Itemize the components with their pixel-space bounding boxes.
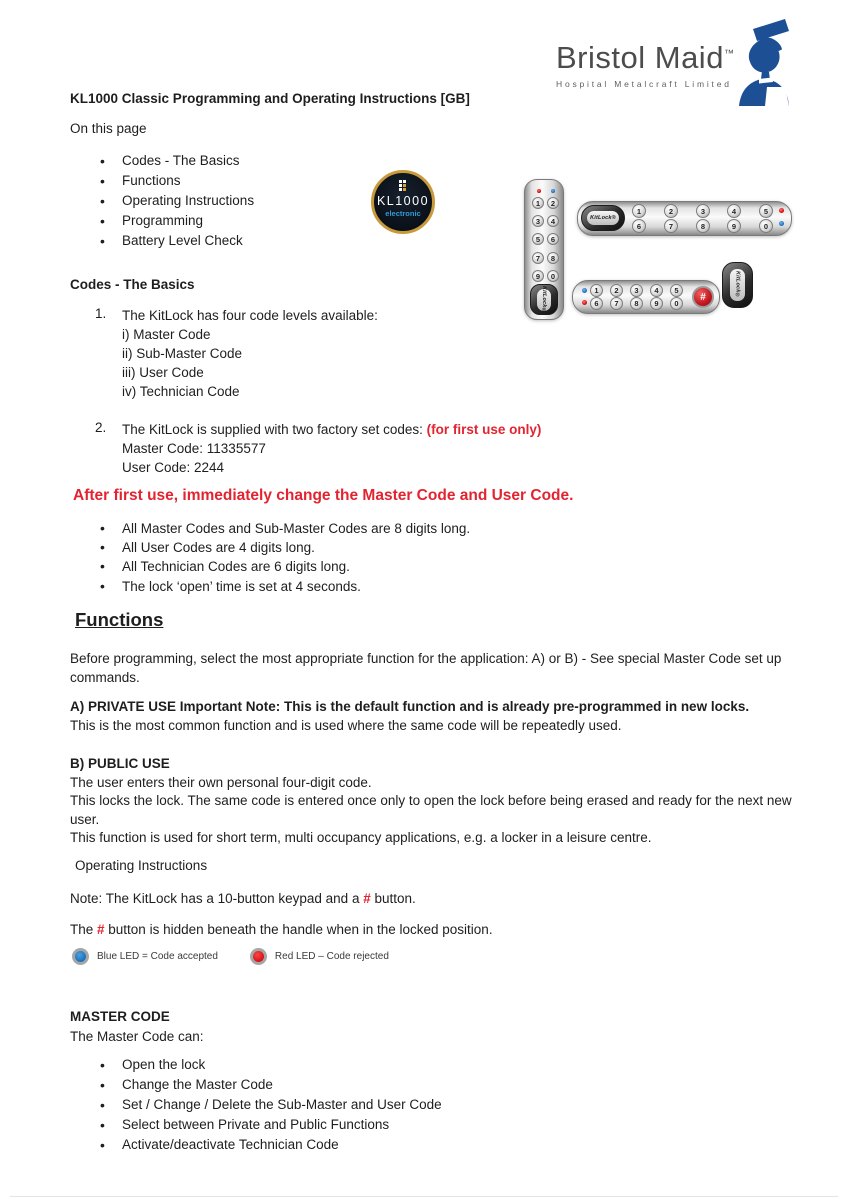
code-levels-intro: The KitLock has four code levels available: bbox=[122, 308, 378, 323]
code-level-line: ii) Sub-Master Code bbox=[122, 346, 243, 361]
blue-led-icon bbox=[779, 221, 784, 226]
keypad-key: 5 bbox=[670, 284, 683, 297]
red-led-label: Red LED – Code rejected bbox=[274, 951, 389, 962]
factory-codes-text: The KitLock is supplied with two factory set codes: bbox=[122, 422, 427, 437]
keypad-key: 5 bbox=[532, 233, 544, 245]
blue-led-icon bbox=[582, 288, 587, 293]
keypad-key: 1 bbox=[532, 197, 544, 209]
blue-led-legend bbox=[72, 948, 218, 965]
master-code-item: • Change the Master Code bbox=[98, 1075, 442, 1095]
keypad-key: 2 bbox=[547, 197, 559, 209]
keypad-key: 1 bbox=[590, 284, 603, 297]
master-code-item: • Select between Private and Public Functions bbox=[98, 1115, 442, 1135]
keypad-key: 1 bbox=[632, 204, 646, 218]
change-codes-warning: After first use, immediately change the Master Code and User Code. bbox=[73, 487, 574, 504]
keypad-key: 3 bbox=[630, 284, 643, 297]
nurse-logo-icon bbox=[731, 16, 795, 106]
logo-subtitle: Hospital Metalcraft Limited bbox=[556, 79, 732, 89]
toc-list bbox=[98, 151, 254, 251]
keypad-key: 6 bbox=[590, 297, 603, 310]
toc-item: • Codes - The Basics bbox=[98, 151, 254, 171]
code-level-line: i) Master Code bbox=[122, 327, 211, 342]
led-legend bbox=[72, 948, 389, 965]
blue-led-icon bbox=[551, 189, 555, 193]
hash-hidden-text: button is hidden beneath the handle when in the locked position. bbox=[104, 922, 493, 937]
toc-item: • Battery Level Check bbox=[98, 231, 254, 251]
keypad-note-text: Note: The KitLock has a 10-button keypad and a bbox=[70, 891, 364, 906]
hash-hidden-line bbox=[70, 922, 493, 937]
kitlock-handle bbox=[722, 262, 753, 308]
public-use-heading: B) PUBLIC USE bbox=[70, 756, 170, 771]
logo-brand-name: Bristol Maid bbox=[556, 40, 724, 75]
toc-item: • Operating Instructions bbox=[98, 191, 254, 211]
functions-intro: Before programming, select the most appropriate function for the application: A) or B) - See special Master Code set up commands. bbox=[70, 651, 782, 685]
on-this-page-label: On this page bbox=[70, 121, 147, 136]
kitlock-handle-label: KitLock® bbox=[590, 215, 616, 221]
vertical-lock-image bbox=[524, 179, 564, 320]
kitlock-handle bbox=[581, 205, 625, 231]
keypad-key: 4 bbox=[650, 284, 663, 297]
code-levels-item bbox=[95, 306, 378, 401]
red-led-icon bbox=[537, 189, 541, 193]
private-use-section bbox=[70, 698, 815, 735]
master-code-value: Master Code: 11335577 bbox=[122, 441, 266, 456]
logo-tm-mark: ™ bbox=[723, 48, 735, 60]
keypad-key: 2 bbox=[610, 284, 623, 297]
keypad-key: 8 bbox=[630, 297, 643, 310]
keypad-key: 2 bbox=[664, 204, 678, 218]
hash-symbol: # bbox=[97, 922, 105, 937]
code-rules-list bbox=[98, 519, 470, 596]
toc-item: • Functions bbox=[98, 171, 254, 191]
horizontal-lock-hash-image bbox=[572, 280, 720, 314]
red-led-icon bbox=[250, 948, 267, 965]
keypad-key: 6 bbox=[632, 219, 646, 233]
keypad-key: 3 bbox=[532, 215, 544, 227]
public-use-line: This function is used for short term, multi occupancy applications, e.g. a locker in a leisure centre. bbox=[70, 830, 652, 846]
horizontal-lock-image bbox=[577, 201, 792, 236]
keypad-key: 8 bbox=[547, 252, 559, 264]
keypad-note-line bbox=[70, 891, 416, 906]
list-number: 1. bbox=[95, 306, 107, 321]
master-code-heading: MASTER CODE bbox=[70, 1009, 170, 1024]
toc-item: • Programming bbox=[98, 211, 254, 231]
kitlock-handle-label: KitLock® bbox=[541, 285, 547, 314]
first-use-only-note: (for first use only) bbox=[426, 422, 542, 437]
keypad-key: 7 bbox=[532, 252, 544, 264]
master-code-item: • Set / Change / Delete the Sub-Master and User Code bbox=[98, 1095, 442, 1115]
page-title: KL1000 Classic Programming and Operating Instructions [GB] bbox=[70, 91, 470, 106]
code-rule-item: • The lock ‘open’ time is set at 4 seconds. bbox=[98, 577, 470, 596]
master-code-item: • Open the lock bbox=[98, 1055, 442, 1075]
keypad-key: 7 bbox=[664, 219, 678, 233]
page-bottom-rule bbox=[10, 1196, 838, 1197]
public-use-line: This locks the lock. The same code is entered once only to open the lock before being erased and ready for the next new user. bbox=[70, 793, 792, 827]
red-led-icon bbox=[582, 300, 587, 305]
public-use-section bbox=[70, 755, 815, 848]
brand-logo bbox=[556, 40, 734, 89]
keypad-key: 4 bbox=[727, 204, 741, 218]
keypad-key: 8 bbox=[696, 219, 710, 233]
badge-dots-icon bbox=[399, 180, 407, 192]
keypad-key: 7 bbox=[610, 297, 623, 310]
code-level-line: iii) User Code bbox=[122, 365, 204, 380]
master-code-list bbox=[98, 1055, 442, 1155]
code-rule-item: • All Master Codes and Sub-Master Codes are 8 digits long. bbox=[98, 519, 470, 538]
list-number: 2. bbox=[95, 420, 107, 435]
logo-brand-text bbox=[556, 40, 734, 76]
factory-codes-item bbox=[95, 420, 541, 477]
red-led-icon bbox=[779, 208, 784, 213]
red-led-legend bbox=[250, 948, 389, 965]
hash-symbol: # bbox=[363, 891, 371, 906]
functions-heading: Functions bbox=[75, 609, 164, 630]
kl1000-badge bbox=[371, 170, 435, 234]
user-code-value: User Code: 2244 bbox=[122, 460, 225, 475]
keypad-note-text: button. bbox=[370, 891, 416, 906]
private-use-text: This is the most common function and is used where the same code will be repeatedly used. bbox=[70, 717, 622, 733]
keypad-key: 9 bbox=[532, 270, 544, 282]
keypad-key: 9 bbox=[650, 297, 663, 310]
kitlock-handle-label: KitLock® bbox=[734, 271, 741, 299]
badge-electronic-label: electronic bbox=[385, 209, 421, 218]
kitlock-handle bbox=[530, 284, 558, 315]
factory-codes-line bbox=[122, 420, 541, 439]
keypad-key: 9 bbox=[727, 219, 741, 233]
hash-hidden-text: The bbox=[70, 922, 98, 937]
hash-button: # bbox=[692, 286, 714, 308]
private-use-note: A) PRIVATE USE Important Note: This is the default function and is already pre-programmed in new locks. bbox=[70, 699, 750, 714]
codes-basics-heading: Codes - The Basics bbox=[70, 277, 195, 292]
keypad-key: 4 bbox=[547, 215, 559, 227]
operating-instructions-label: Operating Instructions bbox=[75, 858, 208, 873]
code-level-line: iv) Technician Code bbox=[122, 384, 240, 399]
public-use-line: The user enters their own personal four-digit code. bbox=[70, 774, 372, 790]
keypad-key: 0 bbox=[547, 270, 559, 282]
keypad-key: 0 bbox=[670, 297, 683, 310]
badge-model-label: KL1000 bbox=[376, 194, 430, 208]
blue-led-icon bbox=[72, 948, 89, 965]
keypad-key: 5 bbox=[759, 204, 773, 218]
master-code-item: • Activate/deactivate Technician Code bbox=[98, 1135, 442, 1155]
code-rule-item: • All User Codes are 4 digits long. bbox=[98, 538, 470, 557]
keypad-key: 3 bbox=[696, 204, 710, 218]
blue-led-label: Blue LED = Code accepted bbox=[97, 951, 218, 962]
code-rule-item: • All Technician Codes are 6 digits long. bbox=[98, 557, 470, 576]
keypad-key: 0 bbox=[759, 219, 773, 233]
keypad-key: 6 bbox=[547, 233, 559, 245]
master-code-intro: The Master Code can: bbox=[70, 1029, 204, 1044]
